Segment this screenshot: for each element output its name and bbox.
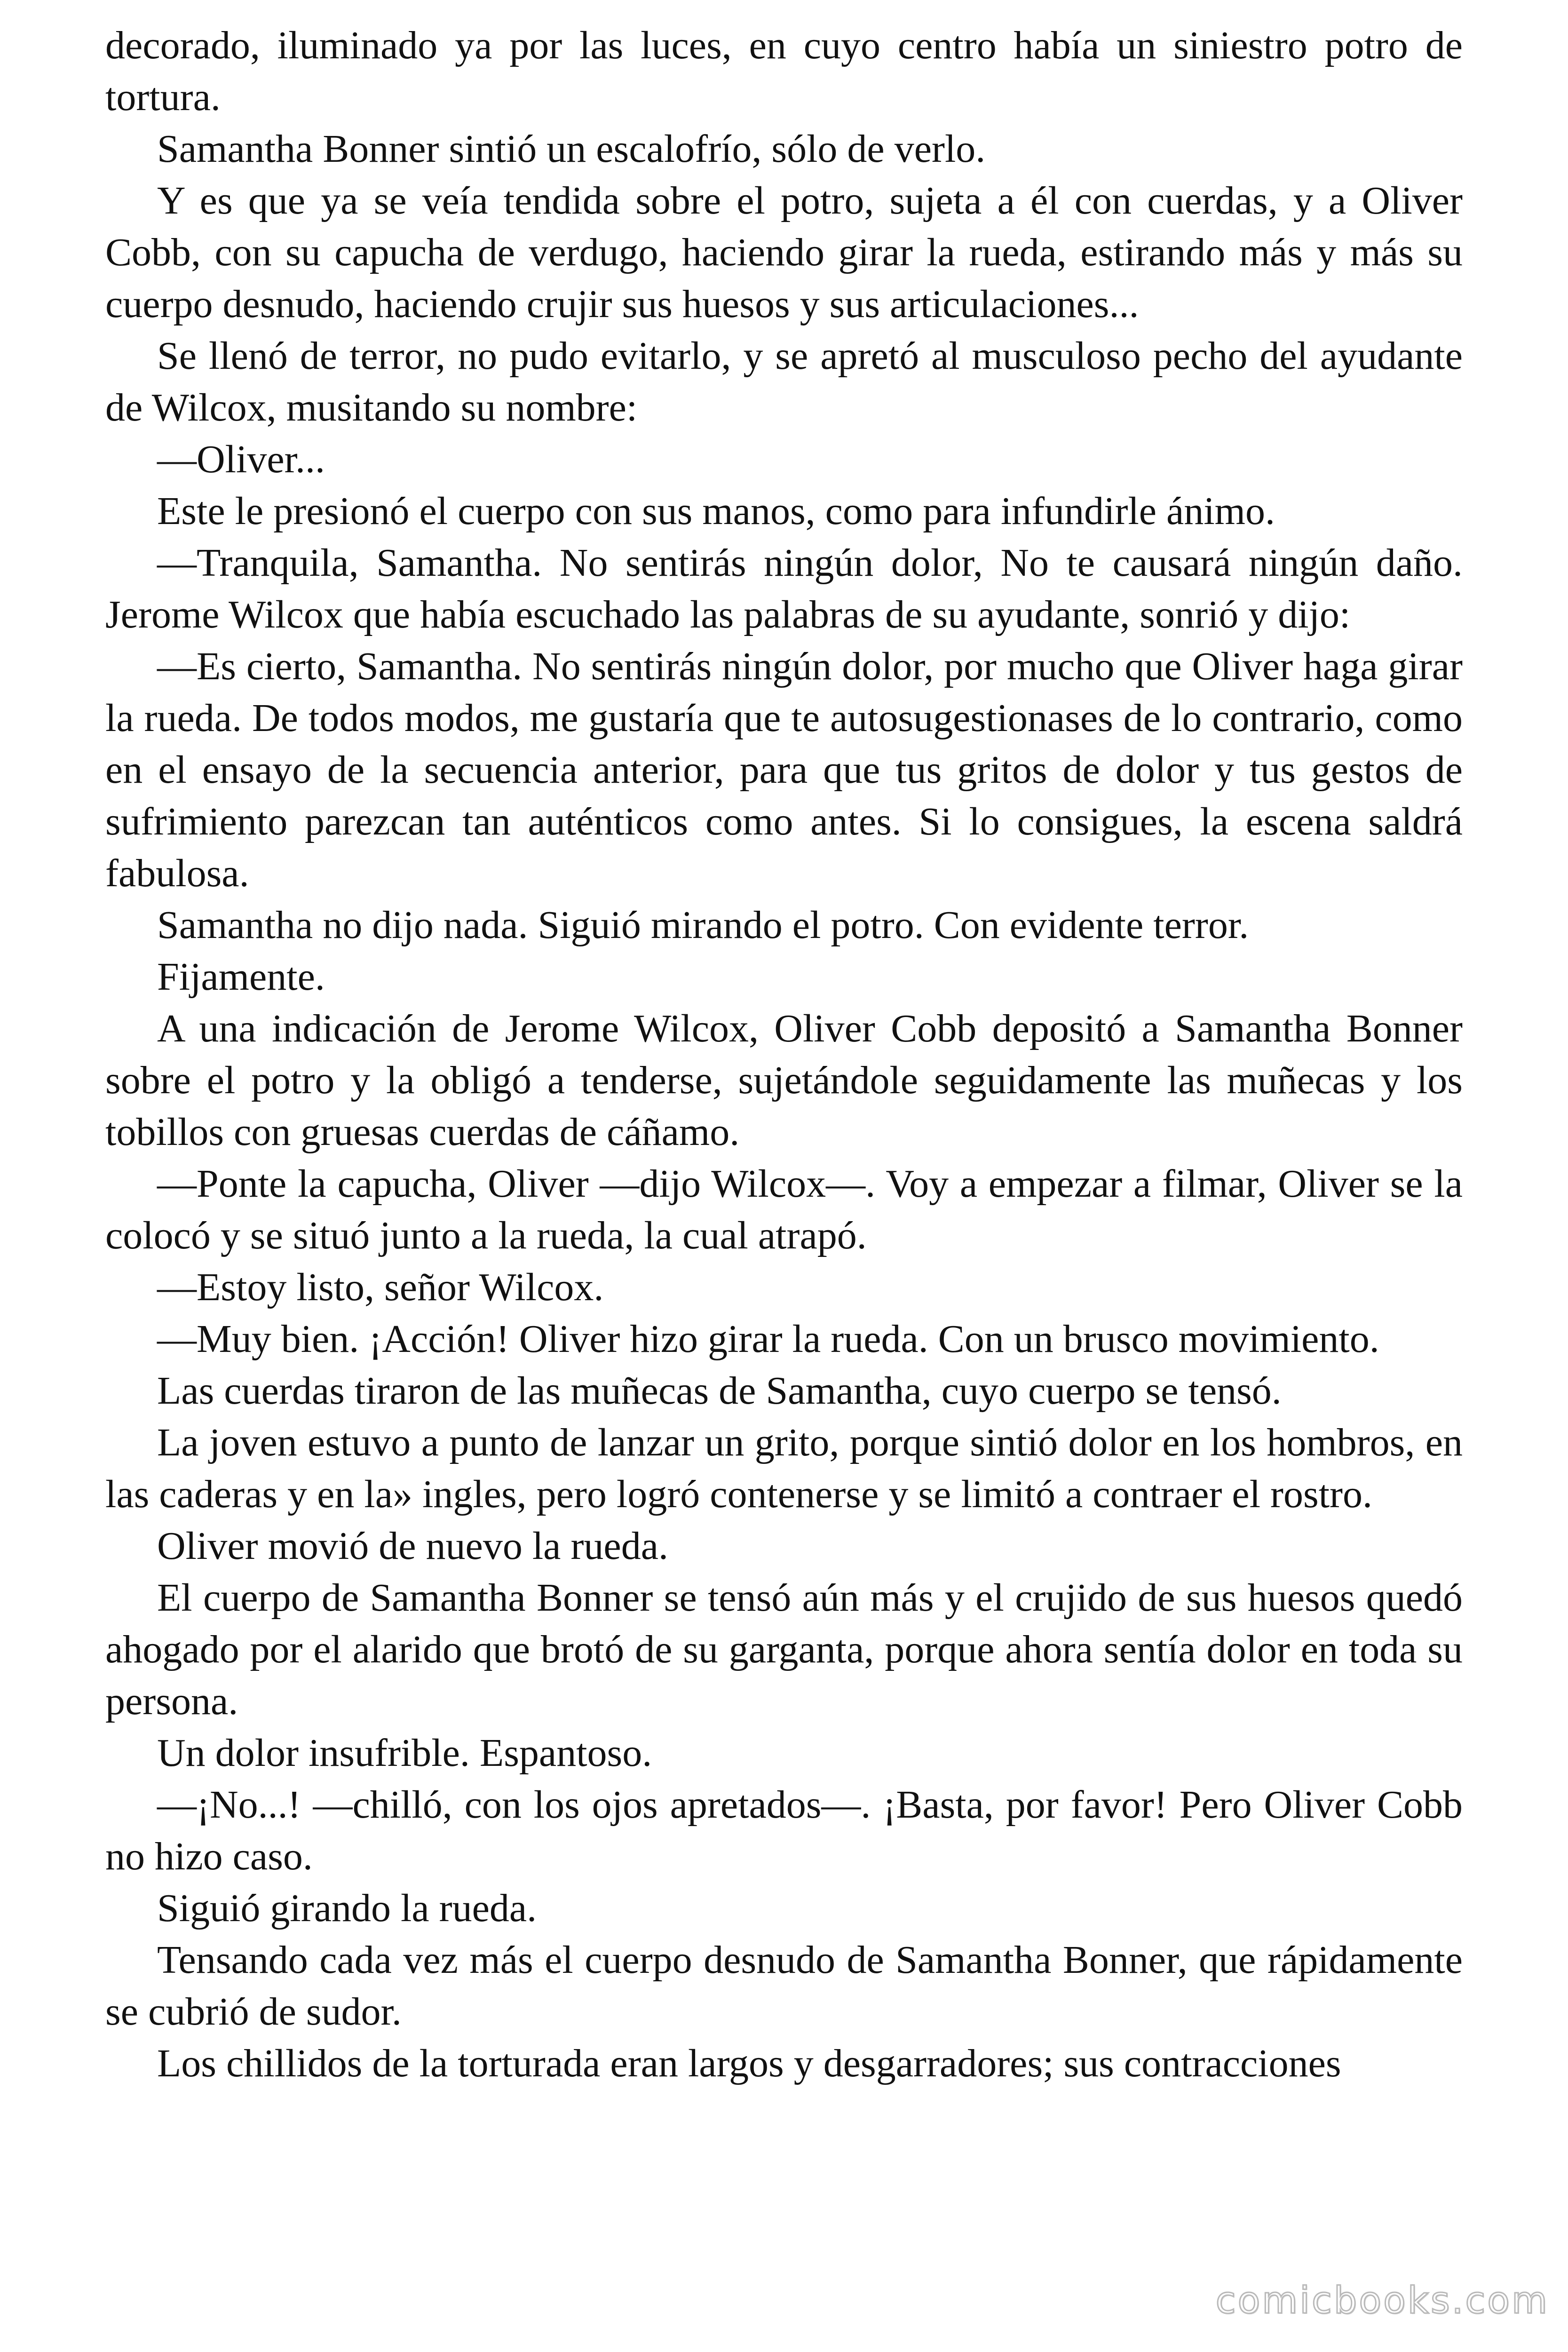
page-body bbox=[105, 20, 1463, 2090]
paragraph: Tensando cada vez más el cuerpo desnudo de Samantha Bonner, que rápidamente se cubrió de sudor. bbox=[105, 1938, 1463, 2034]
paragraph: —Ponte la capucha, Oliver —dijo Wilcox—. Voy a empezar a filmar, Oliver se la colocó y se situó junto a la rueda, la cual atrapó. bbox=[105, 1162, 1463, 1257]
paragraph: Y es que ya se veía tendida sobre el potro, sujeta a él con cuerdas, y a Oliver Cobb, con su capucha de verdugo, haciendo girar la rueda, estirando más y más su cuerpo desnudo, haciendo crujir sus huesos y sus articulaciones... bbox=[105, 179, 1463, 326]
watermark: comicbooks.com bbox=[1215, 2280, 1549, 2322]
paragraph: —Tranquila, Samantha. No sentirás ningún dolor, No te causará ningún daño. Jerome Wilcox que había escuchado las palabras de su ayudante, sonrió y dijo: bbox=[105, 541, 1463, 636]
paragraph: Este le presionó el cuerpo con sus manos, como para infundirle ánimo. bbox=[157, 489, 1275, 533]
paragraph: El cuerpo de Samantha Bonner se tensó aún más y el crujido de sus huesos quedó ahogado por el alarido que brotó de su garganta, porque ahora sentía dolor en toda su persona. bbox=[105, 1576, 1463, 1723]
paragraph: A una indicación de Jerome Wilcox, Oliver Cobb depositó a Samantha Bonner sobre el potro y la obligó a tenderse, sujetándole seguidamente las muñecas y los tobillos con gruesas cuerdas de cáñamo. bbox=[105, 1007, 1463, 1154]
paragraph: Las cuerdas tiraron de las muñecas de Samantha, cuyo cuerpo se tensó. bbox=[157, 1369, 1282, 1413]
paragraph: —¡No...! —chilló, con los ojos apretados—. ¡Basta, por favor! Pero Oliver Cobb no hizo caso. bbox=[105, 1783, 1463, 1878]
paragraph: Se llenó de terror, no pudo evitarlo, y se apretó al musculoso pecho del ayudante de Wilcox, musitando su nombre: bbox=[105, 334, 1463, 429]
paragraph: Samantha Bonner sintió un escalofrío, sólo de verlo. bbox=[157, 127, 986, 171]
paragraph: decorado, iluminado ya por las luces, en cuyo centro había un siniestro potro de tortura. bbox=[105, 24, 1463, 119]
paragraph: Oliver movió de nuevo la rueda. bbox=[157, 1524, 668, 1568]
paragraph: Los chillidos de la torturada eran largos y desgarradores; sus contracciones bbox=[157, 2042, 1341, 2085]
paragraph: —Muy bien. ¡Acción! Oliver hizo girar la rueda. Con un brusco movimiento. bbox=[157, 1317, 1379, 1361]
paragraph: Fijamente. bbox=[157, 955, 325, 999]
paragraph: Samantha no dijo nada. Siguió mirando el potro. Con evidente terror. bbox=[157, 903, 1249, 947]
paragraph: —Estoy listo, señor Wilcox. bbox=[157, 1265, 604, 1309]
paragraph: —Oliver... bbox=[157, 437, 325, 481]
paragraph: Un dolor insufrible. Espantoso. bbox=[157, 1731, 652, 1775]
paragraph: —Es cierto, Samantha. No sentirás ningún dolor, por mucho que Oliver haga girar la rueda. De todos modos, me gustaría que te autosugestionases de lo contrario, como en el ensayo de la secuencia anterior, para que tus gritos de dolor y tus gestos de sufrimiento parezcan tan auténticos como antes. Si lo consigues, la escena saldrá fabulosa. bbox=[105, 644, 1463, 895]
paragraph: La joven estuvo a punto de lanzar un grito, porque sintió dolor en los hombros, en las caderas y en la» ingles, pero logró contenerse y se limitó a contraer el rostro. bbox=[105, 1421, 1463, 1516]
paragraph: Siguió girando la rueda. bbox=[157, 1886, 537, 1930]
